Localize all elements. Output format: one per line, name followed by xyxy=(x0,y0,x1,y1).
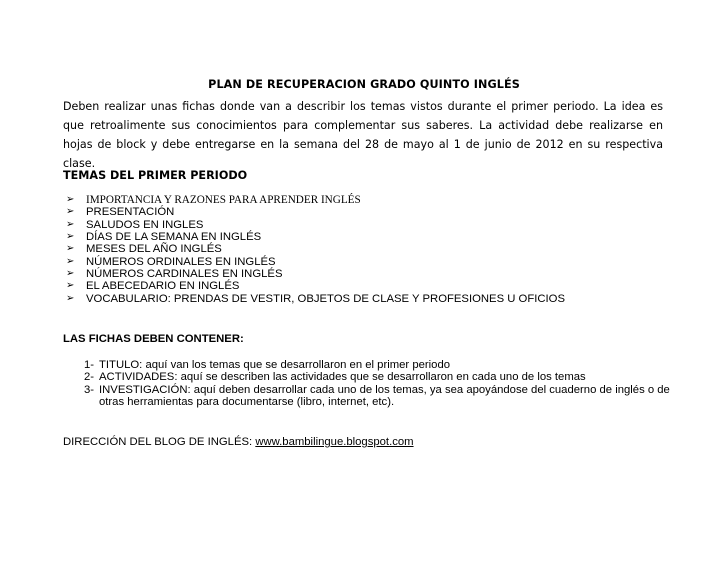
list-item xyxy=(66,194,565,206)
blog-address xyxy=(63,436,414,448)
arrow-bullet-icon: ➢ xyxy=(66,255,75,267)
arrow-bullet-icon: ➢ xyxy=(66,268,75,280)
topics-list xyxy=(66,194,565,305)
blog-label: DIRECCIÓN DEL BLOG DE INGLÉS: xyxy=(63,436,256,448)
intro-paragraph: Deben realizar unas fichas donde van a describir los temas vistos durante el primer periodo. La idea es que retroalimente sus conocimientos para complementar sus saberes. La actividad debe realizarse en hojas de block y debe entregarse en la semana del 28 de mayo al 1 de junio de 2012 en su respectiva clase. xyxy=(63,100,663,170)
document-title: PLAN DE RECUPERACION GRADO QUINTO INGLÉS xyxy=(208,78,520,91)
topic-text: IMPORTANCIA Y RAZONES PARA APRENDER INGLÉS xyxy=(86,194,361,206)
item-number: 3- xyxy=(84,383,95,396)
topic-text: PRESENTACIÓN xyxy=(86,206,175,219)
item-text: TITULO: aquí van los temas que se desarrollaron en el primer periodo xyxy=(99,359,451,371)
list-item xyxy=(66,256,565,268)
arrow-bullet-icon: ➢ xyxy=(66,206,75,218)
list-item xyxy=(84,371,689,383)
topic-text: MESES DEL AÑO INGLÉS xyxy=(86,243,222,256)
topics-heading: TEMAS DEL PRIMER PERIODO xyxy=(63,169,248,182)
item-text: INVESTIGACIÓN: aquí deben desarrollar cada uno de los temas, ya sea apoyándose del cuaderno de inglés o de otras herramientas para documentarse (libro, internet, etc). xyxy=(99,383,670,409)
fichas-heading: LAS FICHAS DEBEN CONTENER: xyxy=(63,333,244,345)
topic-text: NÚMEROS CARDINALES EN INGLÉS xyxy=(86,268,283,281)
arrow-bullet-icon: ➢ xyxy=(66,292,75,304)
list-item xyxy=(66,293,565,305)
topic-text: EL ABECEDARIO EN INGLÉS xyxy=(86,280,240,293)
arrow-bullet-icon: ➢ xyxy=(66,243,75,255)
list-item xyxy=(84,384,689,409)
blog-link[interactable]: www.bambilingue.blogspot.com xyxy=(255,436,414,448)
topic-text: DÍAS DE LA SEMANA EN INGLÉS xyxy=(86,231,262,244)
list-item xyxy=(66,280,565,292)
arrow-bullet-icon: ➢ xyxy=(66,194,75,205)
item-text: ACTIVIDADES: aquí se describen las actividades que se desarrollaron en cada uno de los temas xyxy=(99,371,586,384)
list-item xyxy=(66,206,565,218)
fichas-list xyxy=(84,359,689,409)
topic-text: NÚMEROS ORDINALES EN INGLÉS xyxy=(86,255,276,268)
list-item xyxy=(66,268,565,280)
item-number: 2- xyxy=(84,371,95,384)
item-number: 1- xyxy=(84,359,95,371)
list-item xyxy=(66,219,565,231)
arrow-bullet-icon: ➢ xyxy=(66,280,75,292)
topic-text: VOCABULARIO: PRENDAS DE VESTIR, OBJETOS DE CLASE Y PROFESIONES U OFICIOS xyxy=(86,292,565,305)
list-item xyxy=(66,231,565,243)
arrow-bullet-icon: ➢ xyxy=(66,231,75,243)
list-item xyxy=(84,359,689,371)
arrow-bullet-icon: ➢ xyxy=(66,218,75,230)
list-item xyxy=(66,243,565,255)
topic-text: SALUDOS EN INGLES xyxy=(86,218,204,231)
